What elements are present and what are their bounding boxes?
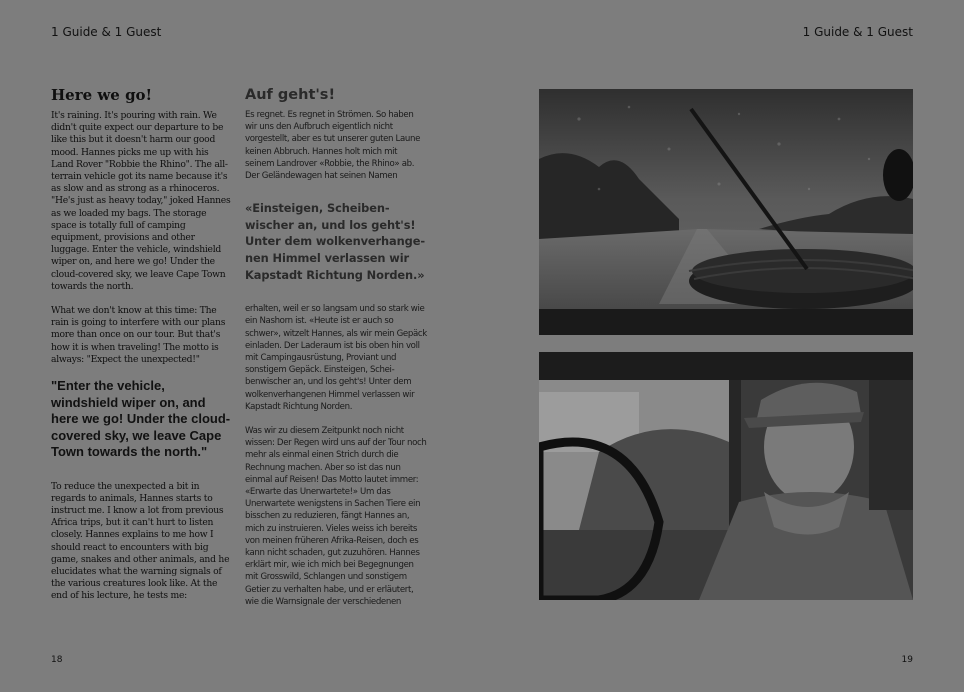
- page-number-left: 18: [51, 655, 63, 665]
- english-paragraph-2: What we don't know at this time: The rain is going to interfere with our plans more than once on our tour. But that's how it is when traveling! The motto is always: "Expect the unexpected!": [51, 305, 226, 365]
- page-number-right: 19: [901, 655, 913, 665]
- german-column: [245, 86, 427, 620]
- german-paragraph-3: Was wir zu diesem Zeitpunkt noch nicht wissen: Der Regen wird uns auf der Tour noch mehr als einmal einen Strich durch die Rechnung machen. Aber so ist das nun einmal auf Reisen! Das Motto lautet immer: «Erwarte das Unerwartete!» Um das Unerwartete wenigstens in Sachen Tiere ein bisschen zu reduzieren, fängt Hannes an, mich zu instruieren. Vieles weiss ich bereits von meinen früheren Afrika-Reisen, doch es kann nicht schaden, gut zuzuhören. Hannes erklärt mir, wie ich mich bei Begegnungen mit Grosswild, Schlangen und sonstigem Getier zu verhalten habe, und er erläutert, wie die Warnsignale der verschiedenen: [245, 426, 427, 607]
- running-head-left: 1 Guide & 1 Guest: [51, 25, 162, 39]
- german-paragraph-1: Es regnet. Es regnet in Strömen. So haben wir uns den Aufbruch eigentlich nicht vorgestellt, aber es tut unserer guten Laune keinen Abbruch. Hannes holt mich mit seinem Landrover «Robbie, the Rhino» ab. Der Geländewagen hat seinen Namen: [245, 110, 421, 182]
- english-column: [51, 86, 233, 603]
- running-head-right: 1 Guide & 1 Guest: [802, 25, 913, 39]
- english-heading: Here we go!: [51, 86, 153, 104]
- german-heading: Auf geht's!: [245, 87, 336, 103]
- english-paragraph-3: To reduce the unexpected a bit in regards to animals, Hannes starts to instruct me. I know a lot from previous Africa trips, but it can't hurt to listen closely. Hannes explains to me how I should react to encounters with big game, snakes and other animals, and he elucidates what the warning signals of the various creatures look like. At the end of his lecture, he tests me:: [51, 480, 230, 602]
- german-pull-quote: «Einsteigen, Scheiben-wischer an, und los geht's! Unter dem wolkenverhange-nen Himmel verlassen wir Kapstadt Richtung Norden.»: [245, 201, 425, 282]
- english-paragraph-1: It's raining. It's pouring with rain. We didn't quite expect our departure to be like this but it doesn't harm our good mood. Hannes picks me up with his Land Rover "Robbie the Rhino". The all-terrain vehicle got its name because it's as slow and as strong as a rhinoceros. "He's just as heavy today," joked Hannes as we loaded my bags. The storage space is totally full of camping equipment, provisions and other luggage. Enter the vehicle, windshield wiper on, and here we go! Under the cloud-covered sky, we leave Cape Town towards the north.: [51, 110, 231, 292]
- english-pull-quote: "Enter the vehicle, windshield wiper on, and here we go! Under the cloud-covered sky, we leave Cape Town towards the north.": [51, 378, 231, 460]
- german-paragraph-2: erhalten, weil er so langsam und so stark wie ein Nashorn ist. «Heute ist er auch so schwer», witzelt Hannes, als wir mein Gepäck einladen. Der Laderaum ist bis oben hin voll mit Campingausrüstung, Proviant und sonstigem Gepäck. Einsteigen, Schei-benwischer an, und los geht's! Unter dem wolkenverhangenen Himmel verlassen wir Kapstadt Richtung Norden.: [245, 304, 427, 412]
- photo-driver-portrait: [539, 352, 913, 600]
- photo-rainy-windshield: [539, 89, 913, 335]
